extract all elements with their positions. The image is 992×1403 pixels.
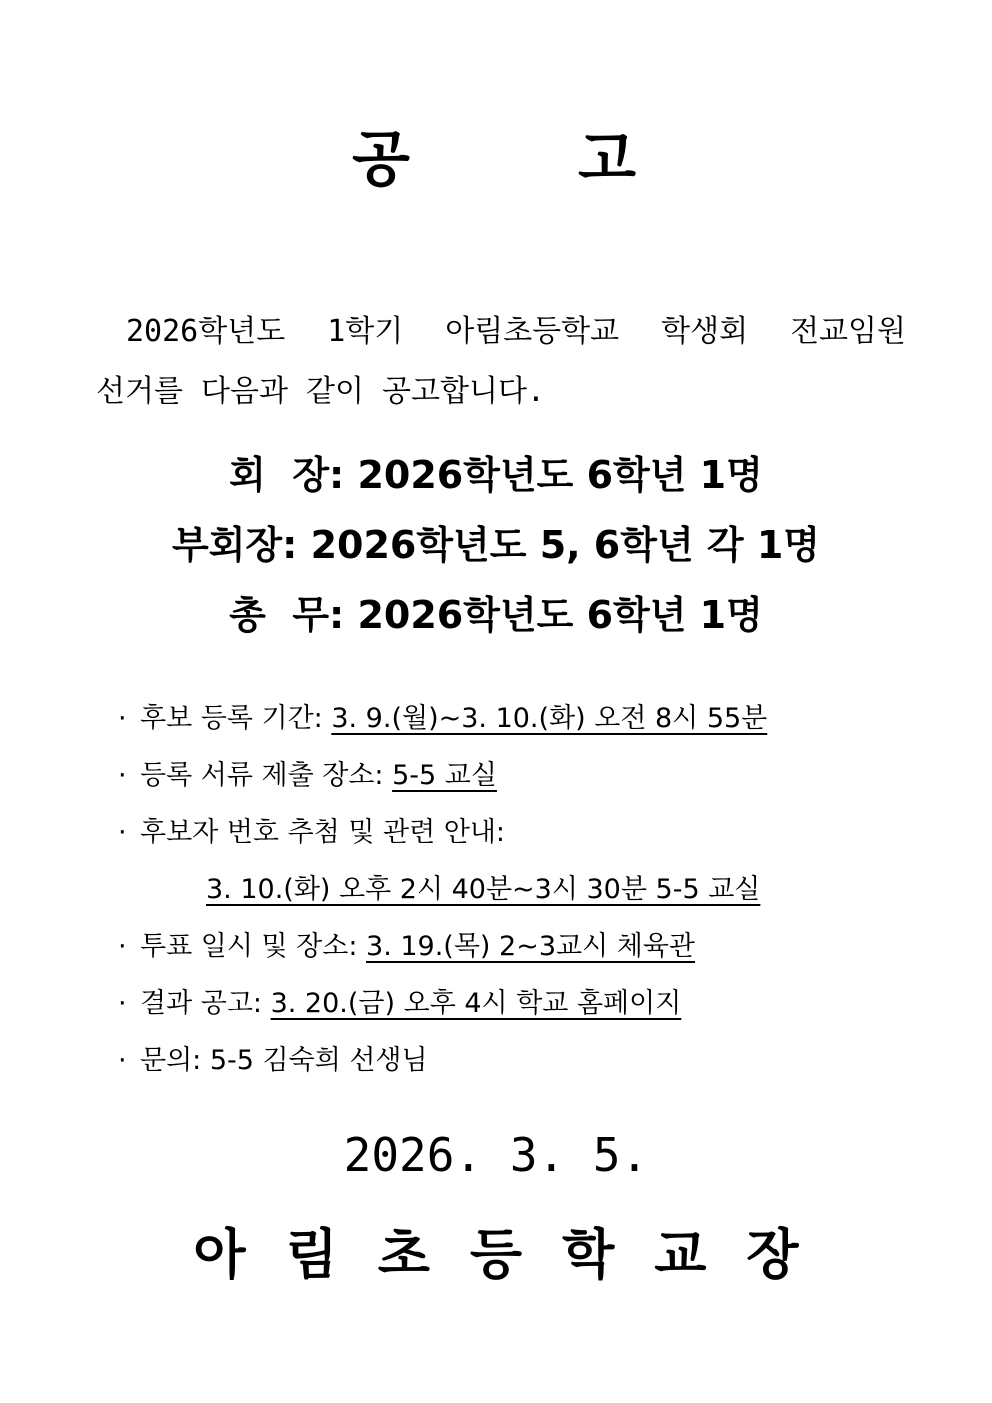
role-value: 2026학년도 6학년 1명 [357, 593, 763, 637]
detail-value: 3. 10.(화) 오후 2시 40분~3시 30분 5-5 교실 [206, 874, 761, 905]
detail-value: 3. 20.(금) 오후 4시 학교 홈페이지 [270, 988, 682, 1019]
detail-value: 3. 9.(월)~3. 10.(화) 오전 8시 55분 [331, 703, 768, 734]
detail-label: 후보 등록 기간: [140, 703, 332, 734]
role-value: 2026학년도 6학년 1명 [357, 453, 763, 497]
bullet: · [118, 1045, 127, 1076]
detail-lottery-value [118, 861, 918, 918]
role-label: 부회장: [172, 523, 298, 567]
details-list [118, 690, 918, 1089]
role-label: 총 무: [229, 593, 345, 637]
role-label: 회 장: [229, 453, 345, 497]
bullet: · [118, 817, 127, 848]
detail-documents [118, 747, 918, 804]
detail-label: 문의: 5-5 김숙희 선생님 [140, 1045, 428, 1076]
detail-label: 투표 일시 및 장소: [140, 931, 367, 962]
intro-line-2: 선거를 다음과 같이 공고합니다. [96, 374, 545, 409]
detail-label: 후보자 번호 추첨 및 관련 안내: [140, 817, 505, 848]
bullet: · [118, 988, 127, 1019]
detail-value: 3. 19.(목) 2~3교시 체육관 [366, 931, 696, 962]
role-vice-president [0, 510, 992, 580]
notice-title [0, 112, 992, 195]
detail-result [118, 975, 918, 1032]
bullet: · [118, 931, 127, 962]
intro-line-1: 2026학년도 1학기 아림초등학교 학생회 전교임원 [126, 314, 906, 349]
role-secretary [0, 580, 992, 650]
title-char-1: 공 [352, 125, 410, 195]
bullet: · [118, 760, 127, 791]
detail-registration [118, 690, 918, 747]
detail-voting [118, 918, 918, 975]
signer: 아림초등학교장 [193, 1222, 839, 1286]
bullet: · [118, 703, 127, 734]
detail-label: 결과 공고: [140, 988, 271, 1019]
detail-lottery [118, 804, 918, 861]
intro-paragraph [96, 302, 906, 422]
role-president [0, 440, 992, 510]
title-char-2: 고 [578, 125, 636, 195]
notice-date: 2026. 3. 5. [343, 1128, 649, 1182]
roles-list [0, 440, 992, 650]
role-value: 2026학년도 5, 6학년 각 1명 [310, 523, 820, 567]
detail-value: 5-5 교실 [392, 760, 497, 791]
detail-label: 등록 서류 제출 장소: [140, 760, 393, 791]
detail-inquiry [118, 1032, 918, 1089]
